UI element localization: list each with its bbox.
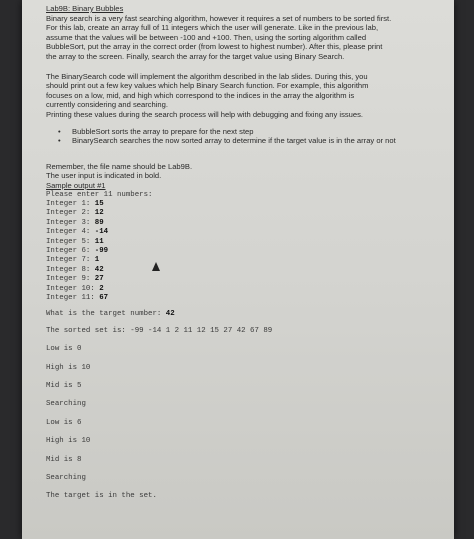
prompt-line: Please enter 11 numbers: [46, 190, 153, 199]
para2-line: Printing these values during the search process will help with debugging and fixing any issues. [46, 109, 364, 119]
lab-title: Lab9B: Binary Bubbles [46, 4, 124, 13]
integer-value: 2 [99, 284, 104, 293]
trace-line: The target is in the set. [46, 492, 157, 501]
integer-value: 12 [94, 209, 104, 218]
integer-value: 42 [94, 265, 104, 274]
trace-line: High is 10 [46, 363, 91, 372]
integer-inputs [46, 200, 446, 303]
lab-instructions [46, 4, 446, 502]
integer-label: Integer 6: [46, 246, 91, 255]
remember-line: Remember, the file name should be Lab9B. [46, 161, 193, 171]
bullet-list [46, 127, 446, 146]
remember-note [46, 162, 446, 181]
integer-label: Integer 2: [46, 209, 91, 218]
trace-line: Mid is 8 [46, 455, 82, 464]
integer-value: -99 [94, 246, 109, 255]
sample-output [46, 191, 446, 502]
intro-paragraph [46, 14, 446, 62]
integer-label: Integer 1: [46, 199, 91, 208]
target-value: 42 [165, 310, 175, 319]
integer-input-row [46, 238, 446, 247]
trace-line: Low is 0 [46, 345, 82, 354]
integer-input-row [46, 275, 446, 284]
integer-value: 67 [99, 293, 109, 302]
integer-label: Integer 5: [46, 237, 91, 246]
integer-label: Integer 3: [46, 218, 91, 227]
integer-value: 15 [94, 199, 104, 208]
trace-line: Mid is 5 [46, 382, 82, 390]
para2-line: currently considering and searching. [46, 100, 168, 110]
search-trace [46, 345, 446, 502]
integer-label: Integer 9: [46, 275, 91, 284]
integer-value: -14 [94, 228, 109, 237]
sample-output-heading: Sample output #1 [46, 180, 106, 190]
integer-label: Integer 4: [46, 228, 91, 237]
integer-input-row [46, 209, 446, 218]
binarysearch-paragraph [46, 72, 446, 120]
trace-line: Searching [46, 400, 86, 409]
integer-value: 27 [94, 275, 104, 284]
target-prompt: What is the target number: [46, 310, 162, 319]
integer-input-row [46, 256, 446, 265]
para2-line: should print out a few key values which help Binary Search function. For example, this algorithm [46, 81, 369, 91]
integer-value: 89 [94, 218, 104, 227]
remember-line: The user input is indicated in bold. [46, 171, 162, 181]
integer-input-row [46, 285, 446, 294]
target-line [46, 310, 446, 319]
intro-line: Binary search is a very fast searching algorithm, however it requires a set of numbers to be sorted first. [46, 13, 392, 23]
trace-line: Low is 6 [46, 418, 82, 427]
integer-input-row [46, 266, 446, 275]
integer-label: Integer 11: [46, 293, 95, 302]
integer-label: Integer 7: [46, 256, 91, 265]
bullet-item-binarysearch: • BinarySearch searches the now sorted array to determine if the target value is in the array or not [64, 136, 446, 146]
trace-line: Searching [46, 474, 86, 483]
sorted-set-line: The sorted set is: -99 -14 1 2 11 12 15 27 42 67 89 [46, 326, 273, 335]
intro-line: For this lab, create an array full of 11 integers which the user will generate. Like in the previous lab, [46, 23, 379, 33]
intro-line: assume that the values will be between -100 and +100. Then, using the sorting algorithm called [46, 32, 367, 42]
integer-label: Integer 10: [46, 284, 95, 293]
bullet-item-bubblesort: • BubbleSort sorts the array to prepare for the next step [64, 127, 446, 137]
integer-label: Integer 8: [46, 265, 91, 274]
para2-line: The BinarySearch code will implement the algorithm described in the lab slides. During this, you [46, 71, 368, 81]
integer-value: 11 [94, 237, 104, 246]
para2-line: focuses on a low, mid, and high which correspond to the indices in the array the algorithm is [46, 90, 355, 100]
integer-input-row [46, 200, 446, 209]
integer-value: 1 [94, 256, 100, 265]
integer-input-row [46, 219, 446, 228]
integer-input-row [46, 247, 446, 256]
integer-input-row [46, 228, 446, 237]
integer-input-row [46, 294, 446, 303]
intro-line: the array to the screen. Finally, search the array for the target value using Binary Search. [46, 51, 345, 61]
document-page [22, 0, 454, 539]
mouse-cursor-icon [152, 262, 160, 271]
intro-line: BubbleSort, put the array in the correct order (from lowest to highest number). After this, please print [46, 42, 383, 52]
trace-line: High is 10 [46, 437, 91, 446]
